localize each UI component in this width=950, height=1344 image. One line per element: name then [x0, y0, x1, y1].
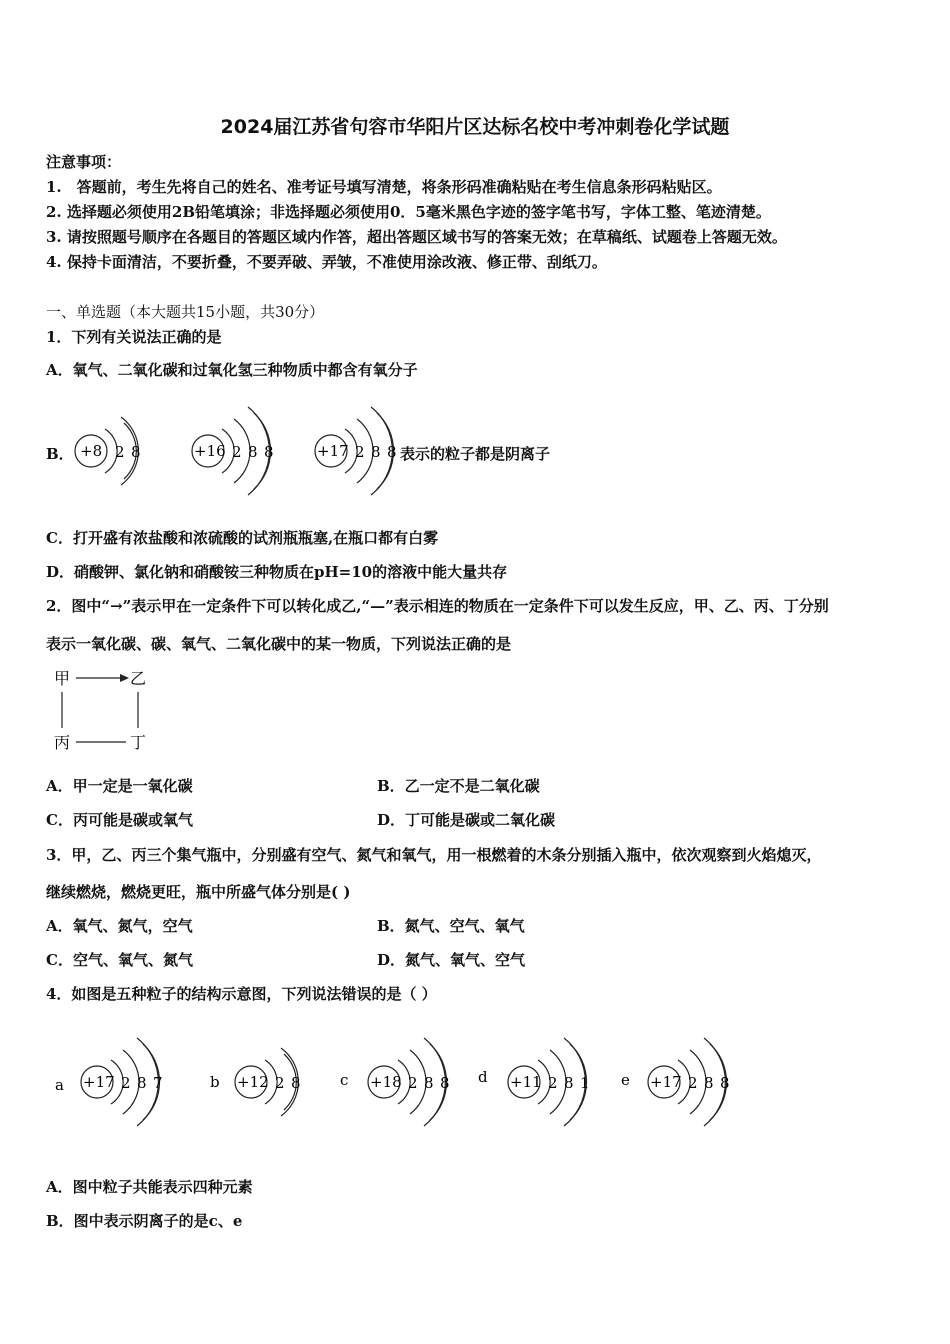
- notice-item-3: 3. 请按照题号顺序在各题目的答题区域内作答，超出答题区域书写的答案无效；在草稿纸、试题卷上答题无效。: [46, 228, 787, 246]
- diagram-label: a: [55, 1076, 64, 1094]
- page-title: 2024届江苏省句容市华阳片区达标名校中考冲刺卷化学试题: [220, 116, 730, 138]
- q1-option-b-text: 表示的粒子都是阴离子: [400, 445, 551, 463]
- q2-option-c: C．丙可能是碳或氧气: [46, 811, 193, 829]
- shell-electrons: 8: [248, 443, 258, 461]
- nucleus-charge: +17: [650, 1073, 682, 1091]
- shell-electrons: 8: [264, 443, 274, 461]
- q2-stem-line2: 表示一氧化碳、碳、氧气、二氧化碳中的某一物质，下列说法正确的是: [46, 635, 512, 653]
- shell-electrons: 2: [408, 1074, 418, 1092]
- nucleus-charge: +8: [80, 442, 103, 460]
- shell-electrons: 2: [232, 443, 242, 461]
- notice-item-2: 2. 选择题必须使用2B铅笔填涂；非选择题必须使用0．5毫米黑色字迹的签字笔书写，字体工整、笔迹清楚。: [46, 203, 771, 221]
- arrow-head: [120, 674, 129, 682]
- nucleus-charge: +12: [237, 1073, 269, 1091]
- q1-option-c: C．打开盛有浓盐酸和浓硫酸的试剂瓶瓶塞,在瓶口都有白雾: [46, 529, 439, 547]
- q2-option-b: B．乙一定不是二氧化碳: [377, 777, 540, 795]
- q4-option-a: A．图中粒子共能表示四种元素: [46, 1178, 253, 1196]
- q4-stem: 4．如图是五种粒子的结构示意图，下列说法错误的是（ ）: [46, 985, 437, 1003]
- q1-option-b-label: B．: [46, 445, 74, 463]
- nucleus-charge: +16: [194, 442, 226, 460]
- nucleus-charge: +18: [370, 1073, 402, 1091]
- shell-electrons: 8: [387, 443, 397, 461]
- notice-item-4: 4. 保持卡面清洁，不要折叠，不要弄破、弄皱，不准使用涂改液、修正带、刮纸刀。: [46, 253, 607, 271]
- atom-diagram-d: [478, 1038, 590, 1126]
- diagram-label: e: [621, 1071, 630, 1089]
- diagram-label: d: [478, 1068, 488, 1086]
- q1-option-a: A．氧气、二氧化碳和过氧化氢三种物质中都含有氧分子: [46, 361, 418, 379]
- shell-electrons: 8: [371, 443, 381, 461]
- q2-stem-line1: 2．图中“→”表示甲在一定条件下可以转化成乙,“—”表示相连的物质在一定条件下可以发生反应，甲、乙、丙、丁分别: [46, 597, 829, 615]
- atom-diagram-c: [340, 1038, 450, 1126]
- shell-electrons: 7: [153, 1074, 163, 1092]
- atom-diagram-a: [55, 1038, 163, 1126]
- q1-option-d: D．硝酸钾、氯化钠和硝酸铵三种物质在pH=10的溶液中能大量共存: [46, 563, 508, 581]
- diagram-label: b: [210, 1073, 220, 1091]
- q3-option-d: D．氮气、氧气、空气: [377, 951, 526, 969]
- q3-stem-line1: 3．甲，乙、丙三个集气瓶中，分别盛有空气、氮气和氧气，用一根燃着的木条分别插入瓶中，依次观察到火焰熄灭，: [46, 846, 822, 864]
- shell-electrons: 8: [440, 1074, 450, 1092]
- q1-stem: 1．下列有关说法正确的是: [46, 328, 222, 346]
- atom-diagram-sulfur-ion: [192, 407, 274, 495]
- atom-diagram-oxygen-ion: [75, 417, 141, 485]
- q3-option-b: B．氮气、空气、氧气: [377, 917, 525, 935]
- q4-option-b: B．图中表示阴离子的是c、e: [46, 1212, 243, 1230]
- shell-electrons: 2: [121, 1074, 131, 1092]
- shell-electrons: 8: [704, 1074, 714, 1092]
- shell-electrons: 8: [291, 1074, 301, 1092]
- shell-electrons: 8: [137, 1074, 147, 1092]
- section-heading: 一、单选题（本大题共15小题，共30分）: [46, 303, 325, 321]
- node-yi: 乙: [130, 669, 147, 688]
- nucleus-charge: +17: [317, 442, 349, 460]
- shell-electrons: 1: [580, 1074, 590, 1092]
- atom-diagram-e: [621, 1038, 730, 1126]
- notice-heading: 注意事项：: [46, 153, 122, 171]
- shell-electrons: 8: [131, 443, 141, 461]
- atom-diagram-chlorine-ion: [315, 407, 397, 495]
- node-bing: 丙: [54, 733, 71, 752]
- q2-relation-diagram: [50, 664, 160, 756]
- node-ding: 丁: [130, 733, 147, 752]
- shell-electrons: 2: [355, 443, 365, 461]
- nucleus-charge: +17: [83, 1073, 115, 1091]
- shell-electrons: 8: [720, 1074, 730, 1092]
- q3-stem-line2: 继续燃烧，燃烧更旺，瓶中所盛气体分别是( ): [46, 883, 351, 901]
- shell-electrons: 2: [688, 1074, 698, 1092]
- shell-electrons: 8: [564, 1074, 574, 1092]
- shell-electrons: 2: [548, 1074, 558, 1092]
- node-jia: 甲: [54, 669, 71, 688]
- q2-option-d: D．丁可能是碳或二氧化碳: [377, 811, 556, 829]
- q1-atom-diagrams: [70, 395, 410, 505]
- q2-option-a: A．甲一定是一氧化碳: [46, 777, 193, 795]
- q3-option-a: A．氧气、氮气，空气: [46, 917, 193, 935]
- q3-option-c: C．空气、氧气、氮气: [46, 951, 193, 969]
- diagram-label: c: [340, 1071, 349, 1089]
- shell-electrons: 8: [424, 1074, 434, 1092]
- shell-electrons: 2: [275, 1074, 285, 1092]
- nucleus-charge: +11: [510, 1073, 542, 1091]
- shell-electrons: 2: [115, 443, 125, 461]
- atom-diagram-b: [210, 1048, 301, 1116]
- notice-item-1: 1. 答题前，考生先将自己的姓名、准考证号填写清楚，将条形码准确粘贴在考生信息条形码粘贴区。: [46, 178, 722, 196]
- q4-atom-diagrams: [50, 1020, 750, 1140]
